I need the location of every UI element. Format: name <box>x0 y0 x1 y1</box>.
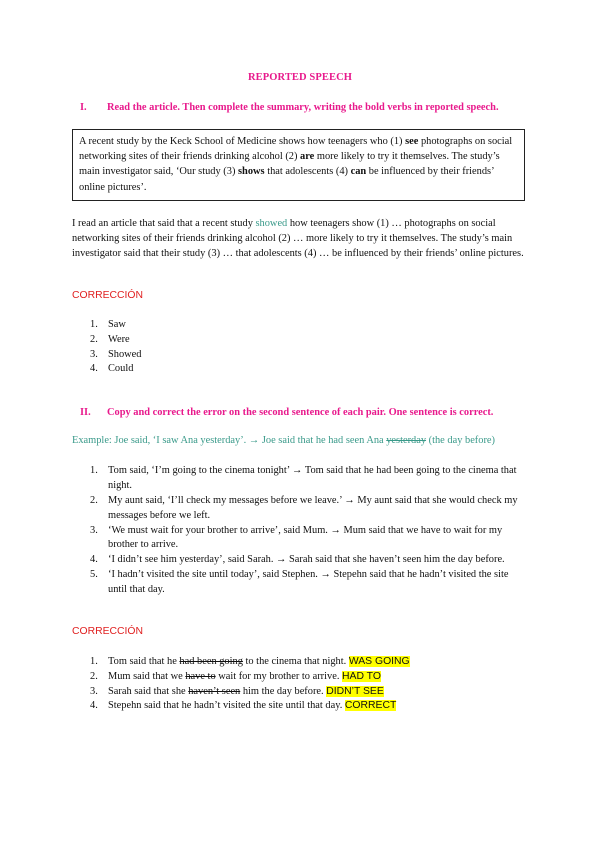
answer-text: Showed <box>108 348 142 360</box>
summary-text: how teenagers show (1) … photographs on social networking sites of their friends drinking alcohol (2) … more likely to try it themselves. The study’s main investigator said that their study (3) … that adolescents (4) … be influenced by their friends’ online pictures. <box>72 218 524 260</box>
highlighted-answer: WAS GOING <box>348 656 410 667</box>
correction-label-1: CORRECCIÓN <box>72 290 144 301</box>
list-item <box>90 318 141 333</box>
example-struck: yesterday <box>386 435 427 446</box>
correction-text: Mum said that we <box>108 670 186 682</box>
article-text: A recent study by the Keck School of Medicine shows how teenagers who (1) <box>79 136 406 147</box>
list-number: 2. <box>90 670 98 682</box>
bold-verb: are <box>300 151 315 163</box>
list-item <box>90 568 528 598</box>
list-number: 3. <box>90 685 98 697</box>
section-2-number: II. <box>80 407 91 418</box>
article-box <box>72 129 525 201</box>
section-1-heading <box>80 102 499 113</box>
sentence-text: ‘I hadn’t visited the site until today’, said Stephen. → Stepehn said that he hadn’t visited the site until that day. <box>108 569 509 596</box>
answer-text: Saw <box>108 319 126 330</box>
list-item <box>90 348 141 363</box>
list-number: 2. <box>90 494 98 506</box>
correction-text: him the day before. <box>240 685 327 697</box>
list-number: 3. <box>90 524 98 536</box>
summary-text: I read an article that said that a recent study <box>72 218 256 229</box>
struck-text: haven’t seen <box>188 685 241 697</box>
example-text: Example: Joe said, ‘I saw Ana yesterday’. → Joe said that he had seen Ana <box>72 435 387 446</box>
answer-text: Were <box>108 333 130 345</box>
article-text: photographs on social networking sites of their friends drinking alcohol (2) <box>79 136 513 163</box>
correction-text: Tom said that he <box>108 656 180 667</box>
section-2-instruction: Copy and correct the error on the second sentence of each pair. One sentence is correct. <box>107 407 494 418</box>
summary-paragraph <box>72 216 528 262</box>
correction-label-2: CORRECCIÓN <box>72 626 144 637</box>
article-text: be influenced by their friends’ online pictures’. <box>79 166 494 193</box>
list-number: 4. <box>90 363 98 375</box>
bold-verb: can <box>350 166 367 178</box>
list-number: 2. <box>90 333 98 345</box>
highlighted-answer: CORRECT <box>344 700 397 712</box>
section-1-instruction: Read the article. Then complete the summary, writing the bold verbs in reported speech. <box>107 102 499 113</box>
list-number: 3. <box>90 348 98 360</box>
list-number: 1. <box>90 319 98 330</box>
page-title: REPORTED SPEECH <box>247 72 353 83</box>
answers-list <box>90 318 141 377</box>
list-item <box>90 685 410 700</box>
highlighted-answer: DIDN’T SEE <box>326 685 384 697</box>
highlighted-answer: HAD TO <box>342 670 381 682</box>
list-item <box>90 699 410 714</box>
corrections-list <box>90 655 410 714</box>
answer-text: Could <box>108 363 134 375</box>
sentence-text: ‘I didn’t see him yesterday’, said Sarah. → Sarah said that she haven’t seen him the day before. <box>108 554 505 566</box>
correction-text: Stepehn said that he hadn’t visited the site until that day. <box>108 700 345 712</box>
struck-text: had been going <box>179 656 243 667</box>
correction-text: Sarah said that she <box>108 685 189 697</box>
sentence-text: Tom said, ‘I’m going to the cinema tonight’ → Tom said that he had been going to the cinema that night. <box>108 465 517 491</box>
list-number: 1. <box>90 465 98 476</box>
example-sentence <box>72 435 495 446</box>
sentence-text: ‘We must wait for your brother to arrive’, said Mum. → Mum said that we have to wait for my brother to arrive. <box>108 524 503 551</box>
list-item <box>90 333 141 348</box>
list-item <box>90 670 410 685</box>
section-2-heading <box>80 407 493 418</box>
list-item <box>90 362 141 377</box>
list-item <box>90 553 528 568</box>
exercise-list <box>90 464 528 598</box>
list-number: 4. <box>90 554 98 566</box>
section-1-number: I. <box>80 102 87 113</box>
list-item <box>90 655 410 670</box>
list-number: 4. <box>90 700 98 712</box>
article-text: more likely to try it themselves. The study’s main investigator said, ‘Our study (3) <box>79 151 500 178</box>
list-item <box>90 464 528 494</box>
list-item <box>90 494 528 524</box>
example-text: (the day before) <box>426 435 495 446</box>
correction-text: to the cinema that night. <box>242 656 349 667</box>
struck-text: have to <box>185 670 216 682</box>
correction-text: wait for my brother to arrive. <box>215 670 343 682</box>
list-number: 5. <box>90 569 98 581</box>
list-item <box>90 524 528 554</box>
summary-highlight: showed <box>255 218 288 229</box>
bold-verb: see <box>405 136 419 147</box>
list-number: 1. <box>90 656 98 667</box>
bold-verb: shows <box>238 166 265 178</box>
article-text: that adolescents (4) <box>264 166 351 178</box>
sentence-text: My aunt said, ‘I’ll check my messages before we leave.’ → My aunt said that she would check my messages before we left. <box>108 494 518 521</box>
